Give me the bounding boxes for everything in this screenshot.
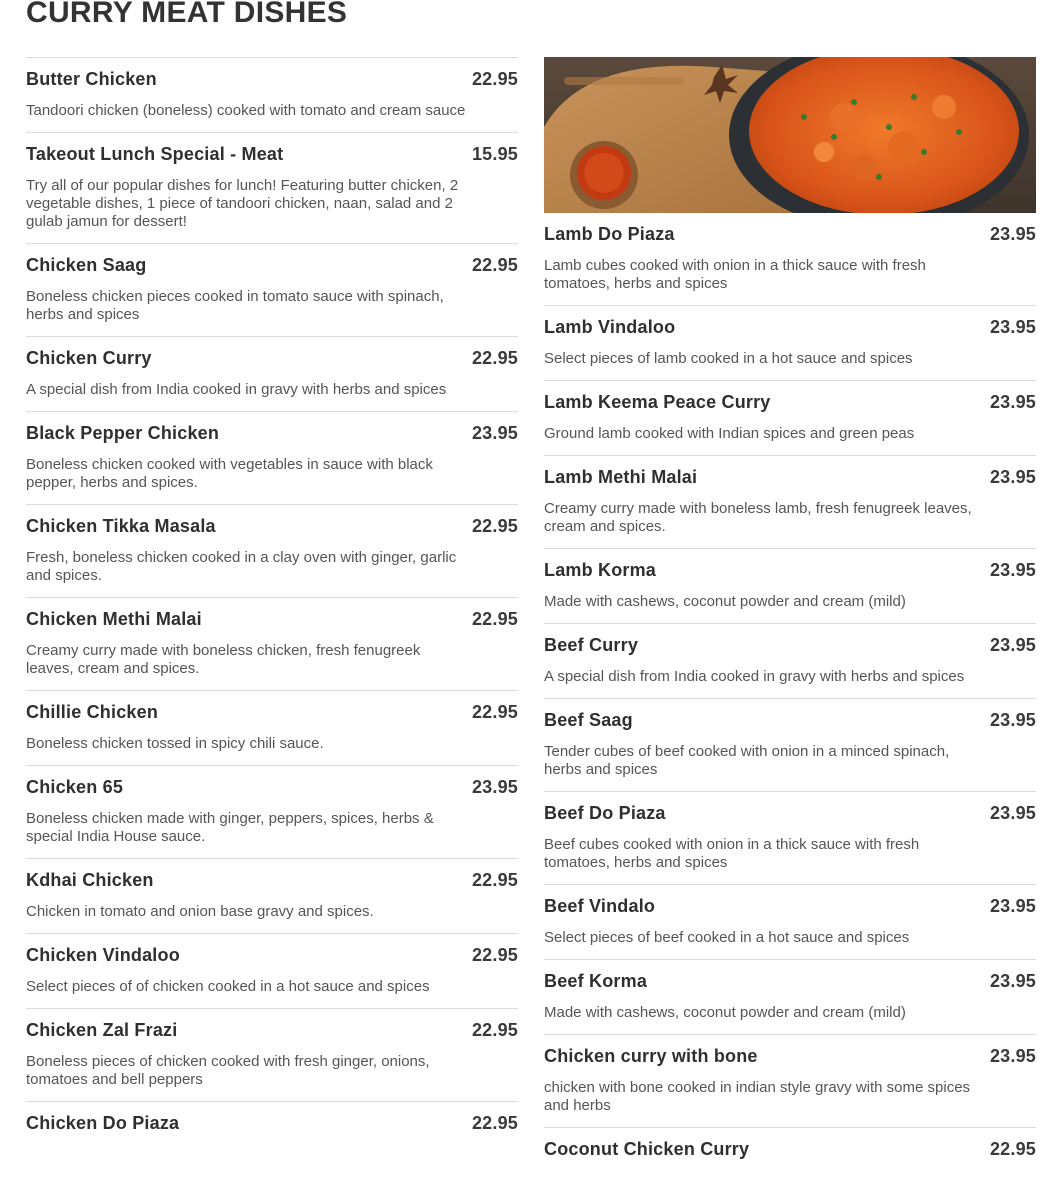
menu-item[interactable] <box>26 504 518 597</box>
item-price: 22.95 <box>471 1020 518 1040</box>
menu-item[interactable] <box>26 858 518 933</box>
item-name: Chicken Methi Malai <box>26 609 202 629</box>
item-name: Butter Chicken <box>26 69 157 89</box>
item-price: 23.95 <box>989 803 1036 823</box>
item-description: Boneless chicken tossed in spicy chili sauce. <box>26 735 324 752</box>
item-name: Takeout Lunch Special - Meat <box>26 144 284 164</box>
item-price: 22.95 <box>471 348 518 368</box>
item-price: 15.95 <box>471 144 518 164</box>
menu-item[interactable] <box>26 1008 518 1101</box>
item-name: Beef Curry <box>544 635 639 655</box>
item-description: Select pieces of lamb cooked in a hot sauce and spices <box>544 350 913 367</box>
item-price: 23.95 <box>989 896 1036 916</box>
item-description: Ground lamb cooked with Indian spices and green peas <box>544 425 915 442</box>
item-name: Beef Vindalo <box>544 896 656 916</box>
item-description: Select pieces of of chicken cooked in a hot sauce and spices <box>26 978 430 995</box>
item-price: 23.95 <box>989 560 1036 580</box>
item-price: 23.95 <box>989 710 1036 730</box>
item-description: Tender cubes of beef cooked with onion in a minced spinach, herbs and spices <box>544 743 950 778</box>
menu-item[interactable] <box>544 380 1036 455</box>
menu-column-left <box>26 57 518 1146</box>
item-description: Fresh, boneless chicken cooked in a clay oven with ginger, garlic and spices. <box>26 549 457 584</box>
item-description: Select pieces of beef cooked in a hot sauce and spices <box>544 929 910 946</box>
item-price: 23.95 <box>989 317 1036 337</box>
menu-item[interactable] <box>26 690 518 765</box>
item-price: 23.95 <box>989 467 1036 487</box>
menu-item[interactable] <box>544 1034 1036 1127</box>
menu-column-right <box>544 57 1036 1172</box>
item-price: 23.95 <box>471 777 518 797</box>
menu-item[interactable] <box>26 243 518 336</box>
item-price: 23.95 <box>989 392 1036 412</box>
item-price: 22.95 <box>471 1113 518 1133</box>
item-name: Chicken Saag <box>26 255 147 275</box>
item-name: Chicken Zal Frazi <box>26 1020 178 1040</box>
item-description: A special dish from India cooked in gravy with herbs and spices <box>544 668 965 685</box>
item-description: Made with cashews, coconut powder and cream (mild) <box>544 1004 906 1021</box>
item-price: 22.95 <box>471 255 518 275</box>
item-price: 22.95 <box>989 1139 1036 1159</box>
item-price: 23.95 <box>989 224 1036 244</box>
item-name: Chicken Vindaloo <box>26 945 180 965</box>
menu-item[interactable] <box>26 933 518 1008</box>
item-name: Chicken Curry <box>26 348 152 368</box>
butter-chicken-photo <box>544 57 1036 213</box>
item-name: Chicken curry with bone <box>544 1046 758 1066</box>
item-name: Chicken Do Piaza <box>26 1113 180 1133</box>
menu-item[interactable] <box>544 623 1036 698</box>
item-name: Chicken 65 <box>26 777 124 797</box>
dish-image <box>544 57 1036 213</box>
item-name: Kdhai Chicken <box>26 870 154 890</box>
item-name: Lamb Do Piaza <box>544 224 675 244</box>
item-name: Beef Do Piaza <box>544 803 666 823</box>
item-price: 22.95 <box>471 609 518 629</box>
menu-item[interactable] <box>544 791 1036 884</box>
item-price: 22.95 <box>471 870 518 890</box>
item-description: Boneless chicken pieces cooked in tomato sauce with spinach, herbs and spices <box>26 288 444 323</box>
item-description: Boneless chicken made with ginger, peppers, spices, herbs & special India House sauce. <box>26 810 434 845</box>
item-price: 22.95 <box>471 945 518 965</box>
item-name: Beef Saag <box>544 710 633 730</box>
menu-item[interactable] <box>544 455 1036 548</box>
item-price: 22.95 <box>471 516 518 536</box>
menu-item[interactable] <box>544 959 1036 1034</box>
menu-item[interactable] <box>544 1127 1036 1172</box>
item-name: Black Pepper Chicken <box>26 423 220 443</box>
item-name: Coconut Chicken Curry <box>544 1139 750 1159</box>
item-price: 22.95 <box>471 69 518 89</box>
item-description: chicken with bone cooked in indian style gravy with some spices and herbs <box>544 1079 971 1114</box>
item-price: 23.95 <box>989 635 1036 655</box>
item-price: 23.95 <box>989 971 1036 991</box>
item-description: Creamy curry made with boneless chicken, fresh fenugreek leaves, cream and spices. <box>26 642 421 677</box>
item-name: Lamb Vindaloo <box>544 317 676 337</box>
item-name: Lamb Keema Peace Curry <box>544 392 771 412</box>
section-title: CURRY MEAT DISHES <box>26 0 348 29</box>
menu-item[interactable] <box>26 411 518 504</box>
menu-item[interactable] <box>26 132 518 243</box>
item-description: Creamy curry made with boneless lamb, fresh fenugreek leaves, cream and spices. <box>544 500 972 535</box>
item-price: 23.95 <box>471 423 518 443</box>
item-name: Beef Korma <box>544 971 648 991</box>
item-description: Chicken in tomato and onion base gravy and spices. <box>26 903 374 920</box>
item-name: Chicken Tikka Masala <box>26 516 216 536</box>
item-description: Tandoori chicken (boneless) cooked with tomato and cream sauce <box>26 102 466 119</box>
item-name: Chillie Chicken <box>26 702 159 722</box>
item-description: Lamb cubes cooked with onion in a thick sauce with fresh tomatoes, herbs and spices <box>544 257 926 292</box>
item-description: Made with cashews, coconut powder and cream (mild) <box>544 593 906 610</box>
item-price: 22.95 <box>471 702 518 722</box>
menu-item[interactable] <box>26 336 518 411</box>
item-price: 23.95 <box>989 1046 1036 1066</box>
menu-item[interactable] <box>544 305 1036 380</box>
menu-item[interactable] <box>26 597 518 690</box>
menu-item[interactable] <box>26 1101 518 1146</box>
item-description: Try all of our popular dishes for lunch! Featuring butter chicken, 2 vegetable dishes, 1 piece of tandoori chicken, naan, salad and 2 gulab jamun for dessert! <box>26 177 459 230</box>
item-description: Beef cubes cooked with onion in a thick sauce with fresh tomatoes, herbs and spices <box>544 836 920 871</box>
menu-item[interactable] <box>544 698 1036 791</box>
menu-item[interactable] <box>544 548 1036 623</box>
menu-item[interactable] <box>26 765 518 858</box>
item-description: Boneless pieces of chicken cooked with fresh ginger, onions, tomatoes and bell peppers <box>26 1053 430 1088</box>
item-description: A special dish from India cooked in gravy with herbs and spices <box>26 381 447 398</box>
item-name: Lamb Methi Malai <box>544 467 698 487</box>
menu-item[interactable] <box>544 884 1036 959</box>
menu-item[interactable] <box>26 57 518 132</box>
menu-item[interactable] <box>544 213 1036 305</box>
item-description: Boneless chicken cooked with vegetables in sauce with black pepper, herbs and spices. <box>26 456 433 491</box>
item-name: Lamb Korma <box>544 560 657 580</box>
